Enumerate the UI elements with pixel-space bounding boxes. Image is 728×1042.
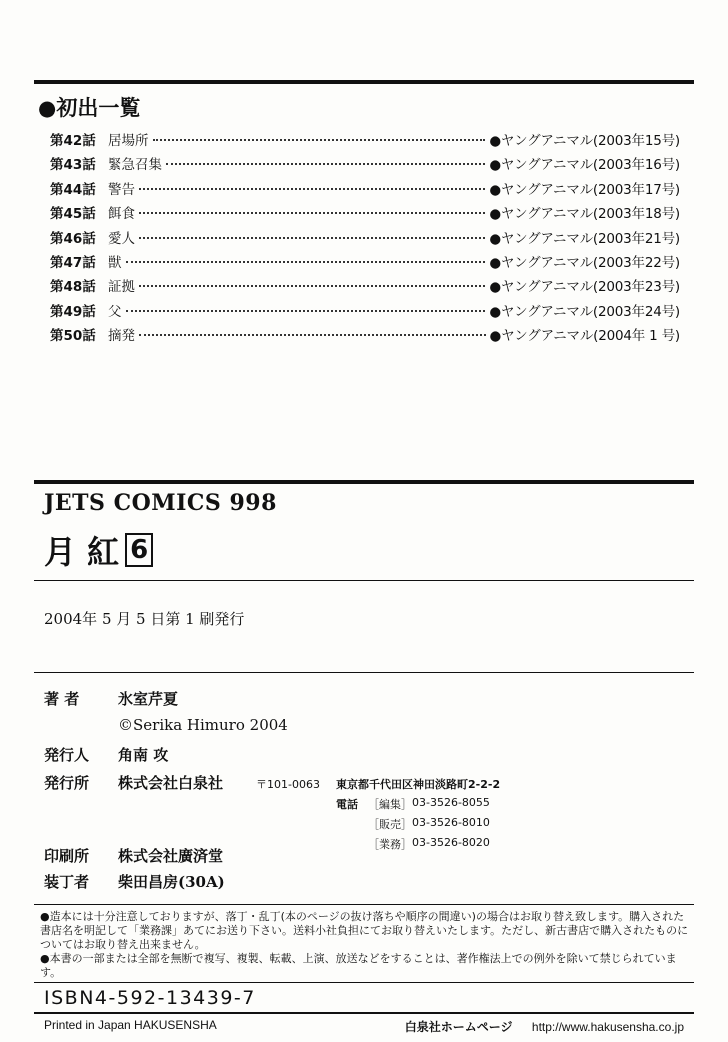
toc-row bbox=[50, 300, 680, 324]
chapter-source: ●ヤングアニマル(2003年16号) bbox=[489, 157, 680, 174]
chapter-source: ●ヤングアニマル(2003年21号) bbox=[489, 230, 680, 247]
chapter-title: 居場所 bbox=[108, 133, 149, 149]
leader-dots bbox=[139, 188, 485, 190]
footer-rule bbox=[34, 1012, 694, 1014]
copyright: ©Serika Himuro 2004 bbox=[118, 716, 288, 734]
toc-row bbox=[50, 178, 680, 202]
leader-dots bbox=[126, 261, 486, 263]
top-rule bbox=[34, 80, 694, 84]
leader-dots bbox=[139, 212, 485, 214]
publisher-name: 株式会社白泉社 bbox=[118, 774, 224, 792]
colophon-rule bbox=[34, 480, 694, 484]
section-heading: ●初出一覧 bbox=[38, 96, 141, 120]
legal-notes bbox=[40, 910, 690, 980]
note-copyright: ●本書の一部または全部を無断で複写、複製、転載、上演、放送などをすることは、著作権法上での例外を除いて禁じられています。 bbox=[40, 952, 677, 979]
toc-row bbox=[50, 251, 680, 275]
toc-row bbox=[50, 153, 680, 177]
chapter-number: 第49話 bbox=[50, 303, 96, 320]
phone-department: ［販売］ bbox=[368, 818, 412, 831]
chapter-number: 第47話 bbox=[50, 254, 96, 271]
chapter-title: 証拠 bbox=[108, 279, 135, 296]
volume-number: 6 bbox=[125, 533, 153, 567]
chapter-number: 第48話 bbox=[50, 279, 96, 296]
chapter-title: 警告 bbox=[108, 181, 135, 198]
chapter-source: ●ヤングアニマル(2003年17号) bbox=[489, 181, 680, 198]
leader-dots bbox=[139, 237, 485, 239]
leader-dots bbox=[139, 285, 485, 287]
toc-list bbox=[50, 129, 680, 349]
leader-dots bbox=[139, 334, 486, 336]
chapter-number: 第50話 bbox=[50, 328, 96, 345]
phone-department: ［編集］ bbox=[368, 798, 412, 811]
publisher-label: 発行所 bbox=[44, 774, 90, 792]
chapter-source: ●ヤングアニマル(2003年18号) bbox=[489, 206, 680, 223]
chapter-number: 第42話 bbox=[50, 133, 96, 149]
printer-label: 印刷所 bbox=[44, 847, 90, 865]
chapter-title: 獣 bbox=[108, 254, 122, 271]
notes-top-rule bbox=[34, 904, 694, 905]
phone-number: 03-3526-8020 bbox=[412, 836, 490, 849]
chapter-title: 父 bbox=[108, 303, 122, 320]
postal-code: 〒101-0063 bbox=[256, 778, 320, 791]
publisher-address: 東京都千代田区神田淡路町2-2-2 bbox=[336, 778, 501, 791]
chapter-source: ●ヤングアニマル(2003年24号) bbox=[489, 303, 680, 320]
toc-row bbox=[50, 227, 680, 251]
homepage-label: 白泉社ホームページ bbox=[404, 1020, 513, 1034]
toc-row bbox=[50, 129, 680, 153]
chapter-title: 摘発 bbox=[108, 328, 135, 345]
author-label: 著 者 bbox=[44, 690, 80, 708]
designer-label: 装丁者 bbox=[44, 873, 90, 891]
designer-name: 柴田昌房(30A) bbox=[118, 873, 225, 891]
series-label: JETS COMICS 998 bbox=[44, 490, 277, 516]
phone-department: ［業務］ bbox=[368, 838, 412, 851]
book-title bbox=[44, 527, 153, 573]
phone-label: 電話 bbox=[336, 798, 358, 811]
leader-dots bbox=[153, 139, 486, 141]
chapter-title: 愛人 bbox=[108, 230, 135, 247]
chapter-source: ●ヤングアニマル(2003年15号) bbox=[489, 133, 680, 149]
note-replacement: ●造本には十分注意しておりますが、落丁・乱丁(本のページの抜け落ちや順序の間違い)の場合はお取り替え致します。購入された書店名を明記して「業務課」あてにお送り下さい。送料小社負担にてお取り替えいたします。ただし、新古書店で購入されたものについてはお取り替え出来ません。 bbox=[40, 910, 689, 951]
toc-row bbox=[50, 275, 680, 299]
toc-row bbox=[50, 202, 680, 226]
footer-homepage bbox=[405, 1018, 684, 1035]
publication-date: 2004年 5 月 5 日第 1 刷発行 bbox=[44, 610, 245, 628]
chapter-number: 第44話 bbox=[50, 181, 96, 198]
leader-dots bbox=[126, 310, 486, 312]
title-divider bbox=[34, 580, 694, 581]
homepage-url[interactable]: http://www.hakusensha.co.jp bbox=[531, 1020, 684, 1034]
chapter-number: 第46話 bbox=[50, 230, 96, 247]
isbn: ISBN4-592-13439-7 bbox=[44, 987, 256, 1009]
toc-row bbox=[50, 324, 680, 348]
chapter-source: ●ヤングアニマル(2004年 1 号) bbox=[489, 328, 680, 345]
chapter-source: ●ヤングアニマル(2003年23号) bbox=[489, 279, 680, 296]
printer-name: 株式会社廣済堂 bbox=[118, 847, 224, 865]
phone-number: 03-3526-8055 bbox=[412, 796, 490, 809]
chapter-title: 緊急召集 bbox=[108, 157, 162, 174]
chapter-title: 餌食 bbox=[108, 206, 135, 223]
publisher-person: 角南 攻 bbox=[118, 746, 169, 764]
printed-in: Printed in Japan HAKUSENSHA bbox=[44, 1018, 217, 1032]
author-name: 氷室芹夏 bbox=[118, 690, 179, 708]
phone-number: 03-3526-8010 bbox=[412, 816, 490, 829]
chapter-source: ●ヤングアニマル(2003年22号) bbox=[489, 254, 680, 271]
chapter-number: 第43話 bbox=[50, 157, 96, 174]
notes-bottom-rule bbox=[34, 982, 694, 983]
date-divider bbox=[34, 672, 694, 673]
chapter-number: 第45話 bbox=[50, 206, 96, 223]
leader-dots bbox=[166, 163, 485, 165]
publisher-person-label: 発行人 bbox=[44, 746, 90, 764]
book-title-text: 月 紅 bbox=[44, 533, 120, 571]
